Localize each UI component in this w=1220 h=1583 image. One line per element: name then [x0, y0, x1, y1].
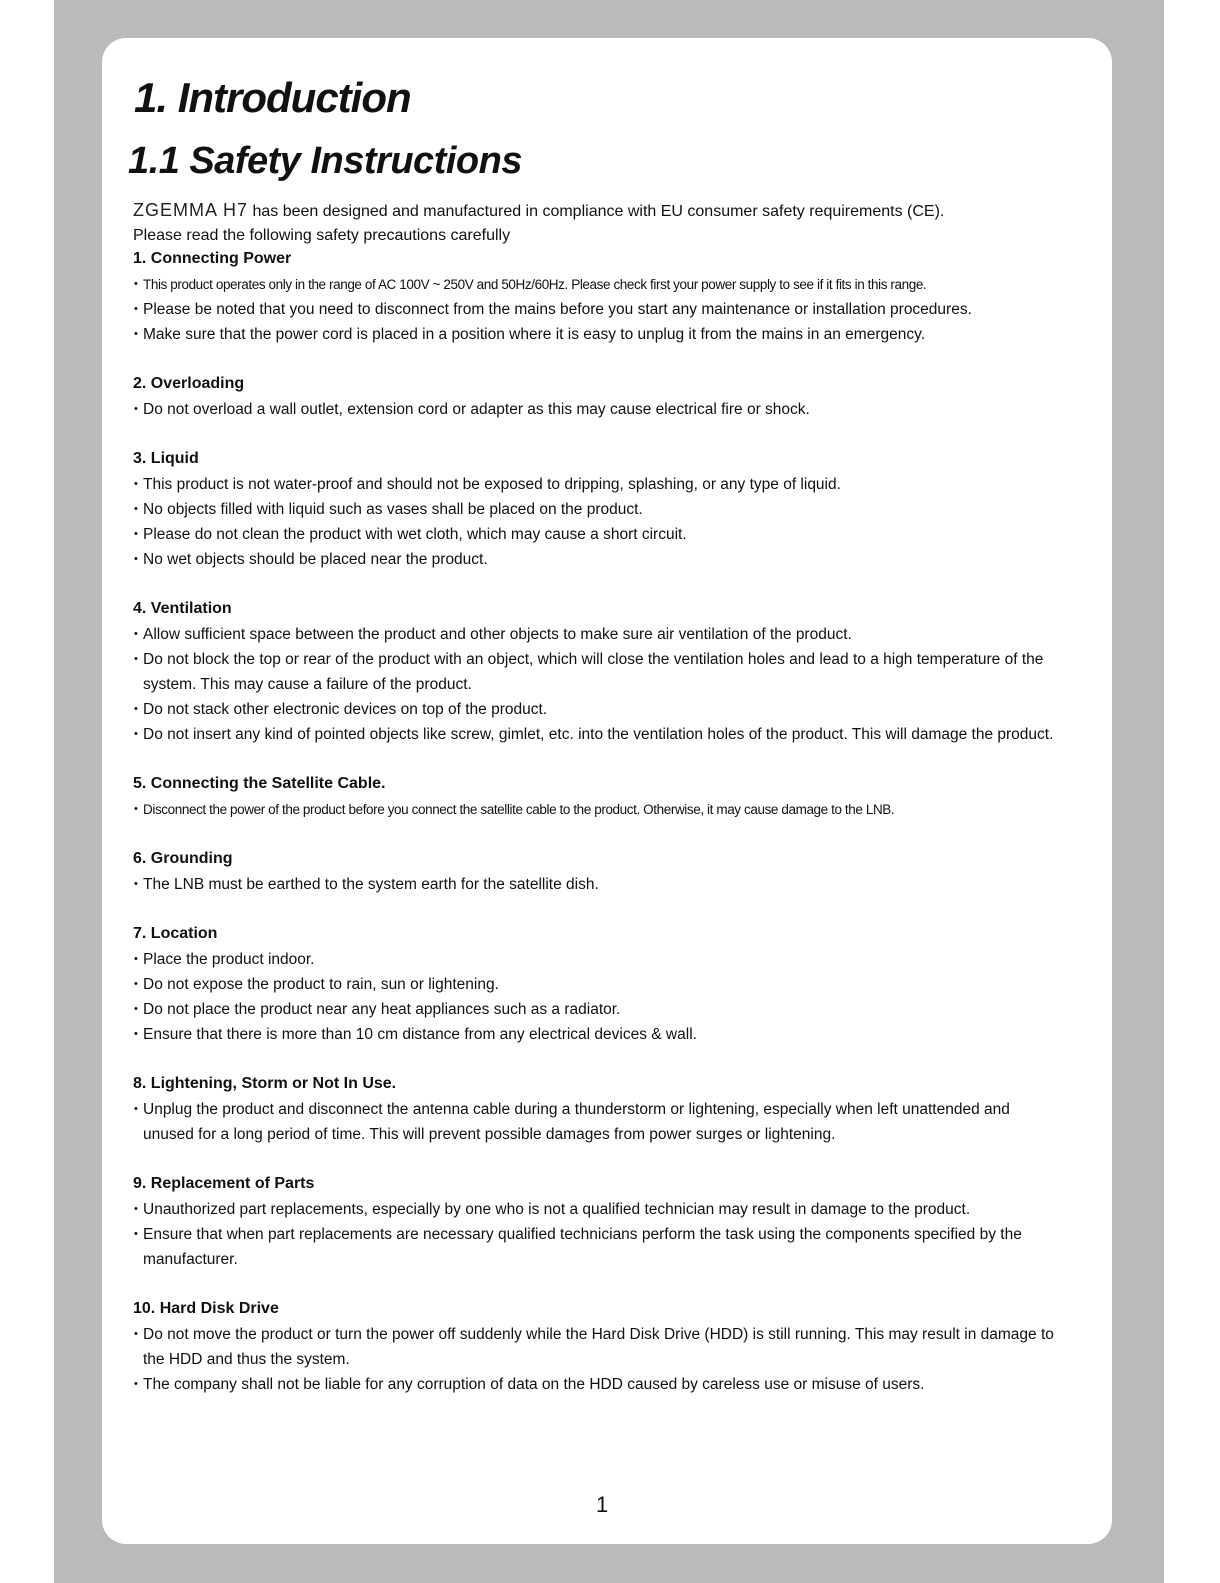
list-item: • Unplug the product and disconnect the antenna cable during a thunderstorm or lightening, especially when left unattended and unused for a long period of time. This will prevent possible damages from power surges or lightening. [133, 1097, 1063, 1147]
intro-text [133, 198, 944, 248]
bullet-list [133, 397, 1063, 422]
section-heading: 2. Overloading [133, 375, 245, 392]
list-item: • This product operates only in the range of AC 100V ~ 250V and 50Hz/60Hz. Please check first your power supply to see if it fits in this range. [133, 272, 1063, 297]
section-heading: 5. Connecting the Satellite Cable. [133, 775, 386, 792]
safety-section [133, 598, 1063, 747]
page-number: 1 [596, 1492, 609, 1517]
list-item: • Ensure that when part replacements are necessary qualified technicians perform the task using the components specified by the manufacturer. [133, 1222, 1063, 1272]
list-item: • Do not block the top or rear of the product with an object, which will close the ventilation holes and lead to a high temperature of the system. This may cause a failure of the product. [133, 647, 1063, 697]
safety-section [133, 248, 1063, 347]
intro-line-1 [133, 198, 944, 224]
section-title: 1.1 Safety Instructions [128, 140, 522, 182]
list-item: • Ensure that there is more than 10 cm distance from any electrical devices & wall. [133, 1022, 1063, 1047]
list-item: • Do not stack other electronic devices on top of the product. [133, 697, 1063, 722]
list-item: • Please be noted that you need to disconnect from the mains before you start any maintenance or installation procedures. [133, 297, 1063, 322]
safety-section [133, 1073, 1063, 1147]
list-item: • Please do not clean the product with wet cloth, which may cause a short circuit. [133, 522, 1063, 547]
list-item: • The company shall not be liable for any corruption of data on the HDD caused by careless use or misuse of users. [133, 1372, 1063, 1397]
list-item: • Place the product indoor. [133, 947, 1063, 972]
bullet-list [133, 472, 1063, 572]
list-item: • Make sure that the power cord is placed in a position where it is easy to unplug it from the mains in an emergency. [133, 322, 1063, 347]
section-heading: 9. Replacement of Parts [133, 1175, 315, 1192]
list-item: • No objects filled with liquid such as vases shall be placed on the product. [133, 497, 1063, 522]
section-heading: 4. Ventilation [133, 600, 232, 617]
model-name: ZGEMMA H7 [133, 200, 249, 220]
section-heading: 8. Lightening, Storm or Not In Use. [133, 1075, 397, 1092]
list-item: • This product is not water-proof and should not be exposed to dripping, splashing, or any type of liquid. [133, 472, 1063, 497]
list-item: • Unauthorized part replacements, especially by one who is not a qualified technician may result in damage to the product. [133, 1197, 1063, 1222]
list-item: • Allow sufficient space between the product and other objects to make sure air ventilation of the product. [133, 622, 1063, 647]
bullet-list [133, 1097, 1063, 1147]
intro-line-2: Please read the following safety precautions carefully [133, 227, 511, 244]
bullet-list [133, 1322, 1063, 1397]
safety-section [133, 848, 1063, 897]
safety-section [133, 923, 1063, 1047]
section-heading: 6. Grounding [133, 850, 233, 867]
section-heading: 1. Connecting Power [133, 250, 292, 267]
bullet-list [133, 1197, 1063, 1272]
chapter-title: 1. Introduction [134, 74, 411, 121]
list-item: • Do not overload a wall outlet, extension cord or adapter as this may cause electrical fire or shock. [133, 397, 1063, 422]
list-item: • Do not move the product or turn the power off suddenly while the Hard Disk Drive (HDD) is still running. This may result in damage to the HDD and thus the system. [133, 1322, 1063, 1372]
safety-section [133, 1298, 1063, 1397]
bullet-list [133, 797, 1063, 822]
safety-section [133, 773, 1063, 822]
section-heading: 7. Location [133, 925, 218, 942]
list-item: • Do not place the product near any heat appliances such as a radiator. [133, 997, 1063, 1022]
list-item: • Disconnect the power of the product before you connect the satellite cable to the product. Otherwise, it may cause damage to the LNB. [133, 797, 1063, 822]
list-item: • No wet objects should be placed near the product. [133, 547, 1063, 572]
section-heading: 10. Hard Disk Drive [133, 1300, 279, 1317]
bullet-list [133, 947, 1063, 1047]
safety-section [133, 373, 1063, 422]
safety-section [133, 448, 1063, 572]
bullet-list [133, 272, 1063, 347]
intro-line-1-rest: has been designed and manufactured in compliance with EU consumer safety requirements (CE). [248, 203, 945, 220]
safety-section [133, 1173, 1063, 1272]
bullet-list [133, 872, 1063, 897]
bullet-list [133, 622, 1063, 747]
section-heading: 3. Liquid [133, 450, 199, 467]
list-item: • Do not expose the product to rain, sun or lightening. [133, 972, 1063, 997]
safety-sections [133, 248, 1063, 1423]
list-item: • The LNB must be earthed to the system earth for the satellite dish. [133, 872, 1063, 897]
list-item: • Do not insert any kind of pointed objects like screw, gimlet, etc. into the ventilation holes of the product. This will damage the product. [133, 722, 1063, 747]
